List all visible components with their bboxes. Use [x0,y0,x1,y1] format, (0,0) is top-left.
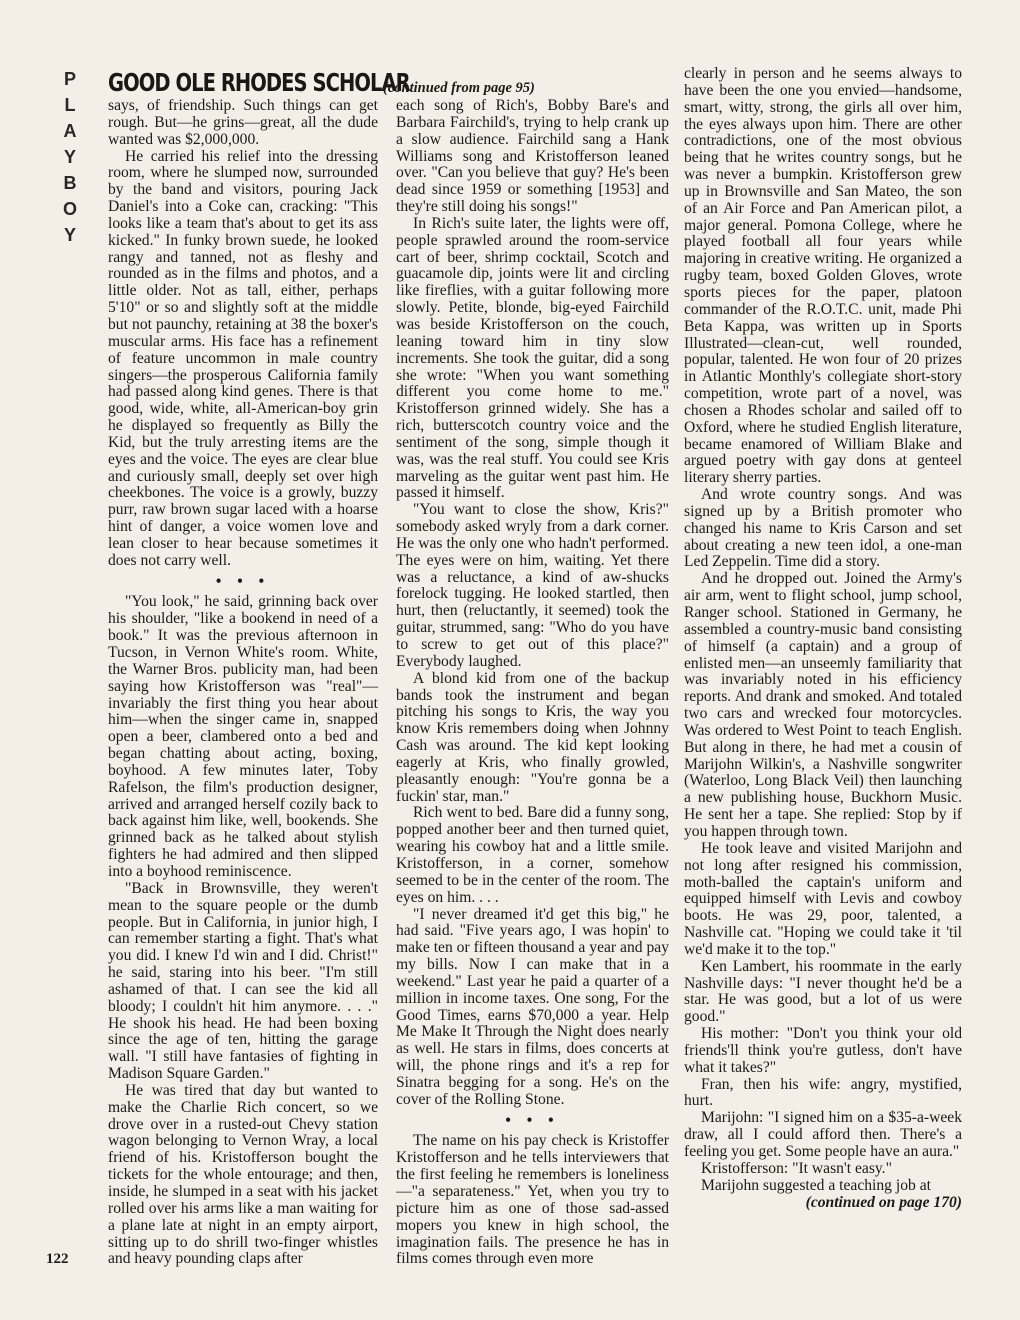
paragraph: His mother: "Don't you think your old friends'll think you're gutless, don't have what it takes?" [684,1025,962,1076]
paragraph: (continued on page 170) [805,1193,962,1211]
paragraph: "You look," he said, grinning back over his shoulder, "like a bookend in need of a book." It was the previous afternoon in Tucson, in Vernon White's room. White, the Warner Bros. publicity man, had been saying how Kristofferson was "real"—invariably the first thing you hear about him—when the singer came in, snapped open a beer, clambered onto a bed and began chatting about acting, boxing, boyhood. A few minutes later, Toby Rafelson, the film's production designer, arrived and arranged herself cozily back to back against him like, well, bookends. She grinned back as he talked about stylish fighters he had admired and then slipped into a boyhood reminiscence. [108,593,378,880]
paragraph: Marijohn: "I signed him on a $35-a-week draw, all I could afford then. There's a feeling you get. Some people have an aura." [684,1109,962,1160]
spine-letter: A [63,121,77,141]
paragraph: says, of friendship. Such things can get rough. But—he grins—great, all the dude wanted was $2,000,000. [108,97,378,148]
paragraph: In Rich's suite later, the lights were off, people sprawled around the room-service cart of beer, shrimp cocktail, Scotch and guacamole dip, joints were lit and circling like fireflies, with a guitar following more slowly. Petite, blonde, big-eyed Fairchild was beside Kristofferson on the couch, leaning toward him in tiny slow increments. She took the guitar, did a song she wrote: "When you want something different you come home to me." Kristofferson grinned widely. She has a rich, butterscotch country voice and the sentiment of the song, simple though it was, was the real stuff. You could see Kris marveling as the guitar went past him. He passed it himself. [396,214,669,502]
paragraph: He took leave and visited Marijohn and not long after resigned his commission, moth-balled the captain's uniform and equipped himself with Levis and cowboy boots. He was 29, poor, talented, a Nashville cat. "Hoping we could take it 'til we'd make it to the top." [684,839,962,958]
paragraph: He was tired that day but wanted to make the Charlie Rich concert, so we drove over in a rusted-out Chevy station wagon belonging to Vernon Wray, a local friend of his. Kristofferson bought the tickets for the whole entourage; and then, inside, he slumped in a seat with his jacket rolled over his arms like a man waiting for a plane late at night in an empty airport, sitting up to do shrill two-finger whistles and heavy pounding claps after [108,1081,378,1268]
paragraph: Kristofferson: "It wasn't easy." [701,1159,892,1177]
section-break: • • • [505,1111,560,1129]
spine-letter: Y [63,147,76,167]
paragraph: Fran, then his wife: angry, mystified, hurt. [684,1075,962,1110]
spine-letter: O [62,199,77,219]
text-column-1 [108,98,378,1268]
continued-from-note: (continued from page 95) [383,80,535,96]
spine-letter: Y [63,225,76,245]
text-column-3 [684,66,962,1211]
paragraph: "Back in Brownsville, they weren't mean to the square people or the dumb people. But in California, in junior high, I can remember starting a fight. That's what you did. I knew I'd win and I did. Christ!" he said, staring into his beer. "I'm still ashamed of that. I can see the kid all bloody; I couldn't hit him anymore. . . ." He shook his head. He had been boxing since the age of ten, hitting the garage wall. "I still have fantasies of fighting in Madison Square Garden." [108,879,378,1083]
page-number: 122 [46,1251,69,1267]
paragraph: Ken Lambert, his roommate in the early Nashville days: "I never thought he'd be a star. He was good, but a lot of us were good." [684,957,962,1026]
paragraph: A blond kid from one of the backup bands took the instrument and began pitching his songs to Kris, the way you know Kris remembers doing when Johnny Cash was around. The kid kept looking eagerly at Kris, who finally growled, pleasantly enough: "You're gonna be a fuckin' star, man." [396,669,669,805]
spine-letter: L [64,95,76,115]
paragraph: Marijohn suggested a teaching job at [701,1176,931,1194]
paragraph: clearly in person and he seems always to have been the one you envied—handsome, smart, witty, strong, the girls all over him, the eyes always upon him. There are other contradictions, one of the most obvious being that he writes country songs, but he was never a bumpkin. Kristofferson grew up in Brownsville and San Mateo, the son of an Air Force and Pan American pilot, a major general. Pomona College, where he played football all four years while majoring in creative writing. He organized a rugby team, boxed Golden Gloves, wrote sports pieces for the paper, platoon commander of the R.O.T.C. unit, made Phi Beta Kappa, was written up in Sports Illustrated—clean-cut, well rounded, popular, talented. He won four of 20 prizes in Atlantic Monthly's collegiate short-story competition, wrote part of a novel, was chosen a Rhodes scholar and sailed off to Oxford, where he studied English literature, became enamored of William Blake and argued poetry with gay dons at genteel literary sherry parties. [684,65,962,487]
paragraph: And he dropped out. Joined the Army's air arm, went to flight school, jump school, Ranger school. Stationed in Germany, he assembled a country-music band consisting of himself (a captain) and a group of enlisted men—an unseemly familiarity that was invariably noted in his efficiency reports. And drank and smoked. And totaled two cars and wrecked four motorcycles. Was ordered to West Point to teach English. But along in there, he had met a cousin of Marijohn Wilkin's, a Nashville songwriter (Waterloo, Long Black Veil) then launching a new publishing house, Buckhorn Music. He sent her a tape. She replied: Stop by if you happen through town. [684,570,962,840]
paragraph: "I never dreamed it'd get this big," he had said. "Five years ago, I was hopin' to make ten or fifteen thousand a year and pay my bills. Now I can make that in a weekend." Last year he paid a quarter of a million in income taxes. One song, For the Good Times, earns $70,000 a year. Help Me Make It Through the Night does nearly as well. He stars in films, does concerts at will, the phone rings and it's a rep for Sinatra begging for a song. He's on the cover of the Rolling Stone. [396,905,669,1108]
magazine-spine-label [50,66,90,248]
paragraph: He carried his relief into the dressing room, where he slumped now, surrounded by the band and visitors, pouring Jack Daniel's into a Coke can, cracking: "This looks like a team that's about to get its ass kicked." In funky brown suede, he looked rangy and tanned, not as fleshy and rounded as in the films and photos, and a little older. Not as tall, either, perhaps 5'10" or so and slightly soft at the middle but not paunchy, retaining at 38 the boxer's muscular arms. His face has a refinement of feature uncommon in male country singers—the prosperous California family had passed along kind genes. There is that good, wide, white, all-American-boy grin he displayed so frequently as Billy the Kid, but the truly arresting items are the eyes and the voice. The eyes are clear blue and curiously small, deeply set over high cheekbones. The voice is a growly, buzzy purr, raw brown sugar laced with a hoarse hint of danger, a voice women love and lean closer to hear because sometimes it does not carry well. [108,147,378,569]
paragraph: Rich went to bed. Bare did a funny song, popped another beer and then turned quiet, wearing his cowboy hat and a little smile. Kristofferson, in a corner, somehow seemed to be in the center of the room. The eyes on him. . . . [396,804,669,906]
section-break: • • • [215,572,271,590]
article-title: GOOD OLE RHODES SCHOLAR [108,68,410,97]
paragraph: each song of Rich's, Bobby Bare's and Barbara Fairchild's, trying to help crank up a slow audience. Fairchild sang a Hank Williams song and Kristofferson leaned over. "Can you believe that guy? He's been dead since 1959 or something [1953] and they're still doing his songs!" [396,97,669,216]
paragraph: The name on his pay check is Kristoffer Kristofferson and he tells interviewers that the first feeling he remembers is loneliness—"a separateness." Yet, when you try to picture him as one of those sad-assed mopers you knew in high school, the imagination fails. The presence he has in films comes through even more [396,1132,669,1268]
paragraph: And wrote country songs. And was signed up by a British promoter who changed his name to Kris Carson and set about creating a new teen idol, a one-man Led Zeppelin. Time did a story. [684,486,962,571]
paragraph: "You want to close the show, Kris?" somebody asked wryly from a dark corner. He was the only one who hadn't performed. The eyes were on him, waiting. Yet there was a reluctance, a kind of aw-shucks forelock tugging. He looked startled, then hurt, then (reluctantly, it seemed) took the guitar, strummed, sang: "Who do you have to screw to get out of this place?" Everybody laughed. [396,501,669,670]
spine-letter: B [63,173,77,193]
text-column-2 [396,98,669,1268]
spine-letter: P [63,69,76,89]
